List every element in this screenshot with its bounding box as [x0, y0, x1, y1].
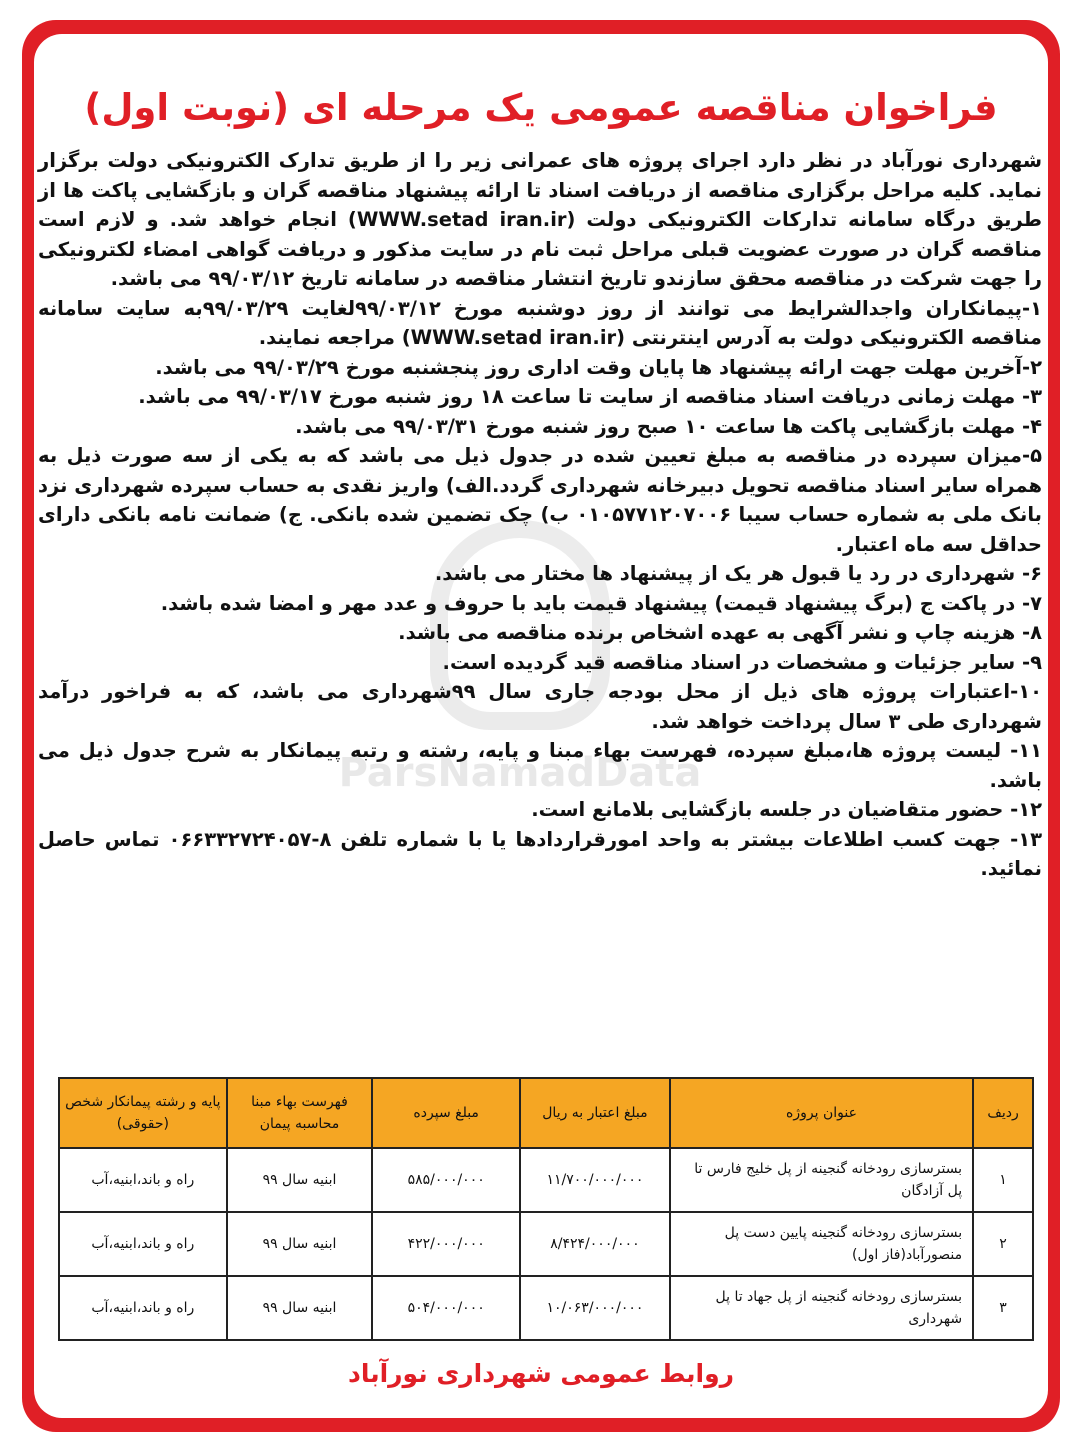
col-header-price-list: فهرست بهاء مبنا محاسبه پیمان [227, 1078, 373, 1148]
footer-signature: روابط عمومی شهرداری نورآباد [347, 1359, 735, 1388]
clause-5: ۵-میزان سپرده در مناقصه به مبلغ تعیین شده در جدول ذیل می باشد که به یکی از سه صورت ذیل به همراه سایر اسناد مناقصه تحویل دبیرخانه شهرداری گردد.الف) واریز نقدی به حساب سپرده شهرداری نزد بانک ملی به شماره حساب سیبا ۰۱۰۵۷۷۱۲۰۷۰۰۶ ب) چک تضمین شده بانکی. ج) ضمانت نامه بانکی دارای حداقل سه ماه اعتبار. [38, 444, 1042, 556]
cell-row-number: ۱ [973, 1148, 1033, 1212]
projects-table-wrap [58, 1077, 1034, 1341]
clause-7: ۷- در پاکت ج (برگ پیشنهاد قیمت) پیشنهاد قیمت باید با حروف و عدد مهر و امضا شده باشد. [160, 591, 1042, 615]
clause-4: ۴- مهلت بازگشایی پاکت ها ساعت ۱۰ صبح روز شنبه مورخ ۹۹/۰۳/۳۱ می باشد. [295, 414, 1042, 438]
col-header-deposit: مبلغ سپرده [372, 1078, 520, 1148]
clause-3: ۳- مهلت زمانی دریافت اسناد مناقصه از سایت تا ساعت ۱۸ روز شنبه مورخ ۹۹/۰۳/۱۷ می باشد. [138, 385, 1042, 408]
page-title: فراخوان مناقصه عمومی یک مرحله ای (نوبت اول) [84, 86, 998, 129]
announcement-body [38, 146, 1042, 884]
cell-deposit: ۵۸۵/۰۰۰/۰۰۰ [372, 1148, 520, 1212]
cell-project-title: بسترسازی رودخانه گنجینه پایین دست پل منصورآباد(فاز اول) [670, 1212, 973, 1276]
clause-2: ۲-آخرین مهلت جهت ارائه پیشنهاد ها پایان وقت اداری روز پنجشنبه مورخ ۹۹/۰۳/۲۹ می باشد. [155, 355, 1042, 379]
cell-price-list: ابنیه سال ۹۹ [227, 1212, 373, 1276]
projects-table [58, 1077, 1034, 1341]
cell-contractor-grade: راه و باند،ابنیه،آب [59, 1276, 227, 1340]
clause-8: ۸- هزینه چاپ و نشر آگهی به عهده اشخاص برنده مناقصه می باشد. [398, 621, 1042, 644]
cell-contractor-grade: راه و باند،ابنیه،آب [59, 1148, 227, 1212]
table-row [59, 1148, 1033, 1212]
cell-row-number: ۲ [973, 1212, 1033, 1276]
cell-project-title: بسترسازی رودخانه گنجینه از پل جهاد تا پل شهرداری [670, 1276, 973, 1340]
clause-12: ۱۲- حضور متقاضیان در جلسه بازگشایی بلامانع است. [531, 798, 1042, 821]
clause-6: ۶- شهرداری در رد یا قبول هر یک از پیشنهاد ها مختار می باشد. [434, 562, 1042, 585]
cell-row-number: ۳ [973, 1276, 1033, 1340]
col-header-credit-amount: مبلغ اعتبار به ریال [520, 1078, 670, 1148]
cell-deposit: ۴۲۲/۰۰۰/۰۰۰ [372, 1212, 520, 1276]
intro-paragraph: شهرداری نورآباد در نظر دارد اجرای پروژه های عمرانی زیر را از طریق تدارک الکترونیکی دولت برگزار نماید. کلیه مراحل برگزاری مناقصه از دریافت اسناد تا ارائه پیشنهاد مناقصه گران و بازگشایی پاکت ها از طریق درگاه سامانه تدارکات الکترونیکی دولت (WWW.setad iran.ir) انجام خواهد شد. و لازم است مناقصه گران در صورت عضویت قبلی مراحل ثبت نام در سایت مذکور و دریافت گواهی امضاء لکترونیکی را جهت شرکت در مناقصه محقق سازندو تاریخ انتشار مناقصه در سامانه تاریخ ۹۹/۰۳/۱۲ می باشد. [38, 149, 1042, 290]
col-header-project-title: عنوان پروژه [670, 1078, 973, 1148]
clause-1: ۱-پیمانکاران واجدالشرایط می توانند از روز دوشنبه مورخ ۹۹/۰۳/۱۲لغایت ۹۹/۰۳/۲۹به سایت سامانه مناقصه الکترونیکی دولت به آدرس اینترنتی (WWW.setad iran.ir) مراجعه نمایند. [38, 296, 1043, 349]
table-header-row [59, 1078, 1033, 1148]
cell-price-list: ابنیه سال ۹۹ [227, 1276, 373, 1340]
cell-contractor-grade: راه و باند،ابنیه،آب [59, 1212, 227, 1276]
clause-10: ۱۰-اعتبارات پروژه های ذیل از محل بودجه جاری سال ۹۹شهرداری می باشد، که به فراخور درآمد شهرداری طی ۳ سال پرداخت خواهد شد. [38, 680, 1042, 733]
cell-project-title: بسترسازی رودخانه گنجینه از پل خلیج فارس تا پل آزادگان [670, 1148, 973, 1212]
clause-9: ۹- سایر جزئیات و مشخصات در اسناد مناقصه قید گردیده است. [442, 650, 1042, 674]
col-header-contractor-grade: پایه و رشته پیمانکار شخص (حقوقی) [59, 1078, 227, 1148]
cell-credit-amount: ۱۱/۷۰۰/۰۰۰/۰۰۰ [520, 1148, 670, 1212]
cell-deposit: ۵۰۴/۰۰۰/۰۰۰ [372, 1276, 520, 1340]
col-header-row-number: ردیف [973, 1078, 1033, 1148]
clause-11: ۱۱- لیست پروژه ها،مبلغ سپرده، فهرست بهاء مبنا و پایه، رشته و رتبه پیمانکار به شرح جدول ذیل می باشد. [38, 739, 1042, 792]
cell-price-list: ابنیه سال ۹۹ [227, 1148, 373, 1212]
table-row [59, 1212, 1033, 1276]
cell-credit-amount: ۸/۴۲۴/۰۰۰/۰۰۰ [520, 1212, 670, 1276]
cell-credit-amount: ۱۰/۰۶۳/۰۰۰/۰۰۰ [520, 1276, 670, 1340]
table-row [59, 1276, 1033, 1340]
clause-13: ۱۳- جهت کسب اطلاعات بیشتر به واحد امورقراردادها یا با شماره تلفن ۸-۰۶۶۳۳۲۷۲۴۰۵۷ تماس حاصل نمائید. [38, 827, 1042, 880]
